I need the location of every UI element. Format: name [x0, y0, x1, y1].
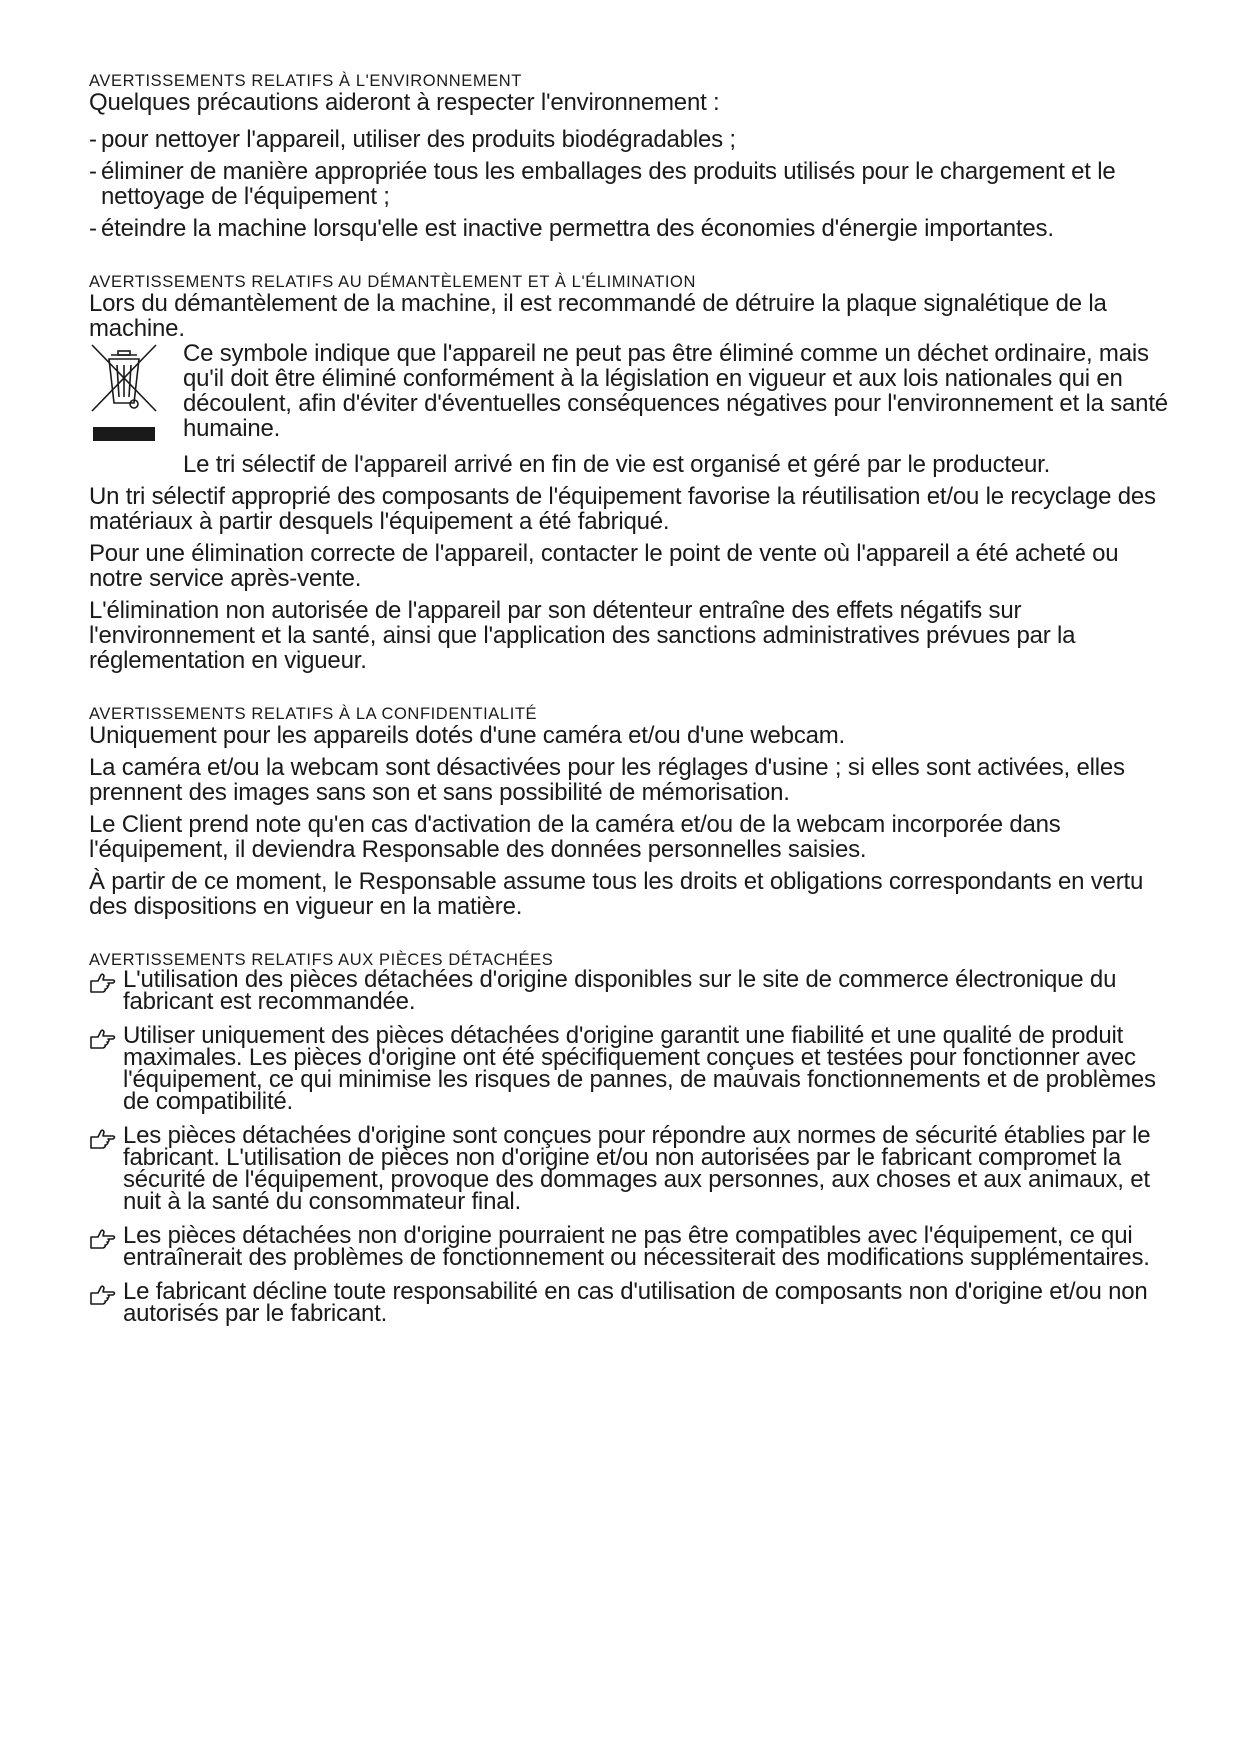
privacy-paragraph: Le Client prend note qu'en cas d'activation de la caméra et/ou de la webcam incorporée dans l'équipement, il deviendra Responsable des données personnelles saisies. [89, 811, 1061, 863]
pointing-hand-icon [89, 969, 123, 999]
sorting-text: Le tri sélectif de l'appareil arrivé en fin de vie est organisé et géré par le producteur. [183, 451, 1051, 478]
spare-parts-heading: AVERTISSEMENTS RELATIFS AUX PIÈCES DÉTACHÉES [89, 951, 554, 969]
list-item [89, 966, 1169, 1015]
disposal-intro: Lors du démantèlement de la machine, il est recommandé de détruire la plaque signalétique de la machine. [89, 290, 1107, 342]
list-item [89, 1222, 1169, 1271]
list-item [89, 159, 1169, 209]
list-item [89, 127, 1169, 152]
list-item-text: éliminer de manière appropriée tous les emballages des produits utilisés pour le chargement et le nettoyage de l'équipement ; [101, 158, 1116, 210]
list-item-text: Le fabricant décline toute responsabilité en cas d'utilisation de composants non d'origine et/ou non autorisés par le fabricant. [123, 1278, 1148, 1327]
environment-intro: Quelques précautions aideront à respecter l'environnement : [89, 89, 720, 116]
spare-parts-section [89, 951, 1169, 1325]
list-item-text: pour nettoyer l'appareil, utiliser des produits biodégradables ; [101, 126, 736, 153]
pointing-hand-icon [89, 1125, 123, 1155]
list-item-text: Les pièces détachées non d'origine pourraient ne pas être compatibles avec l'équipement, ce qui entraînerait des problèmes de fonctionnement ou nécessiterait des modifications supplémentaires. [123, 1222, 1150, 1271]
disposal-paragraph: Pour une élimination correcte de l'appareil, contacter le point de vente où l'appareil a été acheté ou notre service après-vente. [89, 540, 1119, 592]
dash-marker: - [89, 126, 97, 153]
disposal-heading: AVERTISSEMENTS RELATIFS AU DÉMANTÈLEMENT ET À L'ÉLIMINATION [89, 273, 697, 291]
privacy-section [89, 705, 1169, 919]
pointing-hand-icon [89, 1281, 123, 1311]
list-item [89, 1122, 1169, 1215]
disposal-paragraph: Un tri sélectif approprié des composants de l'équipement favorise la réutilisation et/ou le recyclage des matériaux à partir desquels l'équipement a été fabriqué. [89, 483, 1156, 535]
list-item-text: Utiliser uniquement des pièces détachées d'origine garantit une fiabilité et une qualité de produit maximales. Les pièces d'origine ont été spécifiquement conçues et testées pour fonctionner avec l'équipement, ce qui minimise les risques de pannes, de mauvais fonctionnements et de problèmes de compatibilité. [123, 1022, 1156, 1115]
pointing-hand-icon [89, 1225, 123, 1255]
disposal-paragraph: L'élimination non autorisée de l'appareil par son détenteur entraîne des effets négatifs sur l'environnement et la santé, ainsi que l'application des sanctions administratives prévues par la réglementation en vigueur. [89, 597, 1076, 674]
list-item-text: éteindre la machine lorsqu'elle est inactive permettra des économies d'énergie importantes. [101, 215, 1054, 242]
weee-crossed-bin-icon [89, 341, 183, 452]
list-item-text: Les pièces détachées d'origine sont conçues pour répondre aux normes de sécurité établies par le fabricant. L'utilisation de pièces non d'origine et/ou non autorisées par le fabricant compromet la sécurité de l'équipement, provoque des dommages aux personnes, aux choses et aux animaux, et nuit à la santé du consommateur final. [123, 1122, 1151, 1215]
privacy-heading: AVERTISSEMENTS RELATIFS À LA CONFIDENTIALITÉ [89, 705, 538, 723]
list-item-text: L'utilisation des pièces détachées d'origine disponibles sur le site de commerce électronique du fabricant est recommandée. [123, 966, 1117, 1015]
pointing-hand-icon [89, 1025, 123, 1055]
privacy-paragraph: Uniquement pour les appareils dotés d'une caméra et/ou d'une webcam. [89, 722, 846, 749]
list-item [89, 1022, 1169, 1115]
list-item [89, 1278, 1169, 1327]
weee-symbol-block [89, 341, 1169, 452]
environment-heading: AVERTISSEMENTS RELATIFS À L'ENVIRONNEMENT [89, 72, 522, 90]
privacy-paragraph: À partir de ce moment, le Responsable assume tous les droits et obligations correspondants en vertu des dispositions en vigueur en la matière. [89, 868, 1144, 920]
weee-symbol-text: Ce symbole indique que l'appareil ne peut pas être éliminé comme un déchet ordinaire, mais qu'il doit être éliminé conformément à la législation en vigueur et aux lois nationales qui en découlent, afin d'éviter d'éventuelles conséquences négatives pour l'environnement et la santé humaine. [183, 340, 1168, 442]
dash-marker: - [89, 215, 97, 242]
dash-marker: - [89, 158, 97, 185]
document-page [89, 72, 1169, 1325]
disposal-section [89, 273, 1169, 673]
environment-section [89, 72, 1169, 241]
privacy-paragraph: La caméra et/ou la webcam sont désactivées pour les réglages d'usine ; si elles sont activées, elles prennent des images sans son et sans possibilité de mémorisation. [89, 754, 1125, 806]
list-item [89, 216, 1169, 241]
